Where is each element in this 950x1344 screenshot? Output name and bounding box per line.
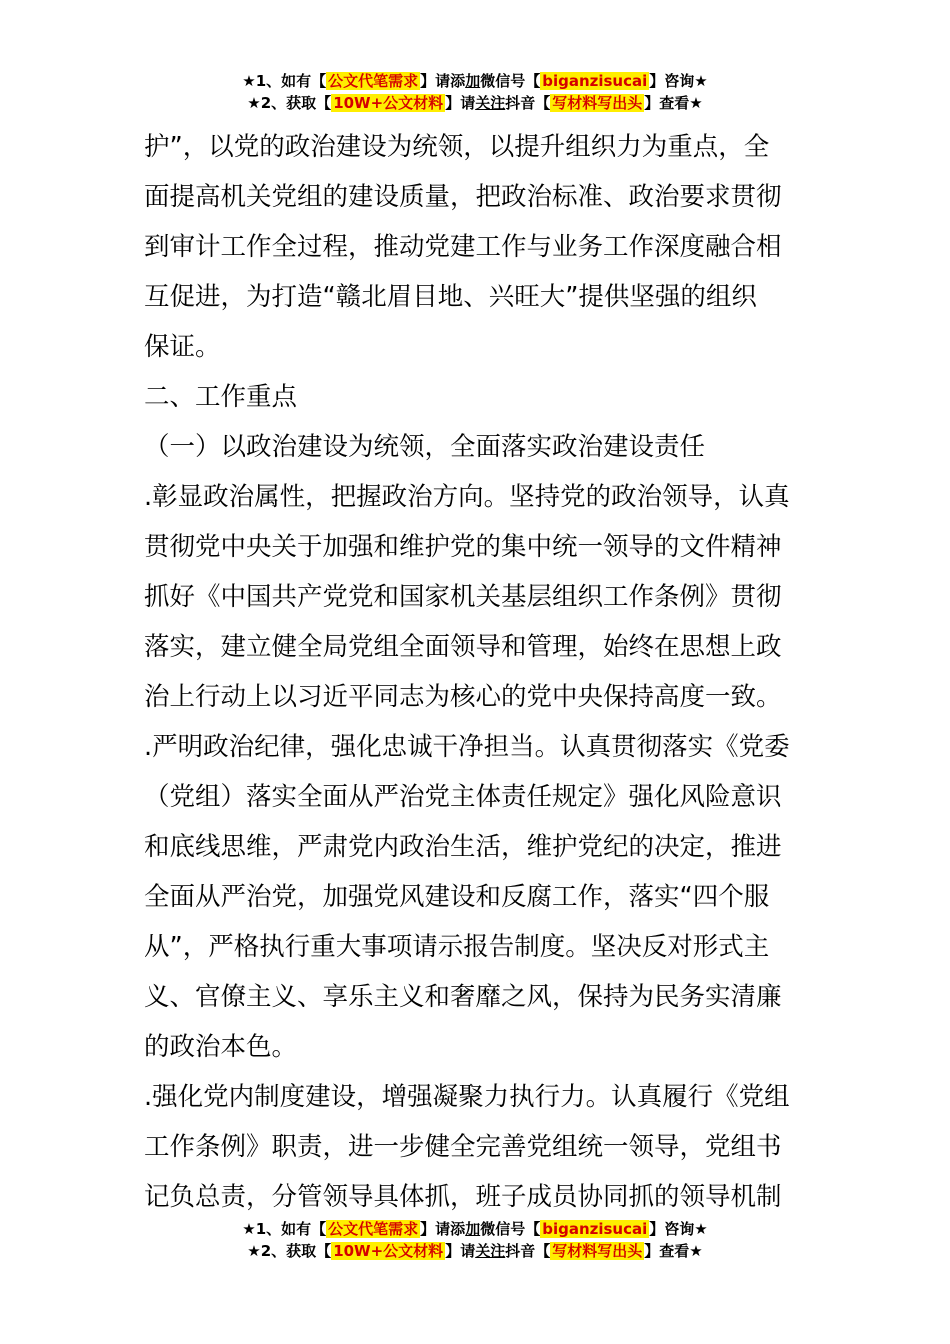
banner-text: 微信号【: [480, 1220, 541, 1238]
body-line: 义、官僚主义、享乐主义和奢靡之风，保持为民务实清廉: [144, 982, 782, 1012]
banner-highlight: 写材料写出头: [552, 1242, 643, 1260]
banner-text: 】咨询★: [649, 72, 708, 90]
banner-underlined-text: 加: [465, 72, 481, 90]
section-heading: 二、工作重点: [144, 382, 298, 412]
body-line: 面提高机关党组的建设质量，把政治标准、政治要求贯彻: [144, 182, 782, 212]
banner-text: 微信号【: [480, 72, 541, 90]
banner-highlight: biganzisucai: [542, 1220, 648, 1238]
body-line: 到审计工作全过程，推动党建工作与业务工作深度融合相: [144, 232, 782, 262]
banner-underlined-text: 关注: [475, 1242, 506, 1260]
banner-line-2: [0, 1240, 950, 1262]
body-line: 治上行动上以习近平同志为核心的党中央保持高度一致。: [144, 682, 782, 712]
banner-highlight: 公文代笔需求: [328, 72, 419, 90]
body-line: 记负总责，分管领导具体抓，班子成员协同抓的领导机制: [144, 1182, 782, 1212]
banner-text: 】请: [445, 94, 476, 112]
banner-line-2: [0, 92, 950, 114]
banner-text: 】请添: [420, 72, 466, 90]
banner-text: ★1、如有【: [242, 1220, 327, 1238]
banner-highlight: 10W+公文材料: [333, 1242, 444, 1260]
banner-text: 抖音【: [505, 94, 551, 112]
banner-text: 】请添: [420, 1220, 466, 1238]
banner-text: 】咨询★: [649, 1220, 708, 1238]
banner-text: 抖音【: [505, 1242, 551, 1260]
body-line: .彰显政治属性，把握政治方向。坚持党的政治领导，认真: [144, 482, 790, 512]
body-line: 落实，建立健全局党组全面领导和管理，始终在思想上政: [144, 632, 782, 662]
body-line: 保证。: [144, 332, 221, 362]
banner-text: ★1、如有【: [242, 72, 327, 90]
banner-highlight: 写材料写出头: [552, 94, 643, 112]
body-line: 的政治本色。: [144, 1032, 298, 1062]
body-line: .严明政治纪律，强化忠诚干净担当。认真贯彻落实《党委: [144, 732, 790, 762]
banner-text: ★2、获取【: [247, 1242, 332, 1260]
subsection-heading: （一）以政治建设为统领，全面落实政治建设责任: [144, 432, 706, 462]
body-line: 抓好《中国共产党党和国家机关基层组织工作条例》贯彻: [144, 582, 782, 612]
banner-text: 】查看★: [644, 94, 703, 112]
footer-banner: [0, 1218, 950, 1262]
header-banner: [0, 70, 950, 114]
banner-highlight: 10W+公文材料: [333, 94, 444, 112]
banner-line-1: [0, 1218, 950, 1240]
banner-text: ★2、获取【: [247, 94, 332, 112]
body-line: 互促进，为打造“赣北眉目地、兴旺大”提供坚强的组织: [144, 282, 757, 312]
body-line: 工作条例》职责，进一步健全完善党组统一领导，党组书: [144, 1132, 782, 1162]
body-line: .强化党内制度建设，增强凝聚力执行力。认真履行《党组: [144, 1082, 790, 1112]
body-line: 全面从严治党，加强党风建设和反腐工作，落实“四个服: [144, 882, 770, 912]
banner-underlined-text: 关注: [475, 94, 506, 112]
banner-text: 】查看★: [644, 1242, 703, 1260]
body-line: 贯彻党中央关于加强和维护党的集中统一领导的文件精神: [144, 532, 782, 562]
banner-text: 】请: [445, 1242, 476, 1260]
body-line: 从”，严格执行重大事项请示报告制度。坚决反对形式主: [144, 932, 770, 962]
body-line: 和底线思维，严肃党内政治生活，维护党纪的决定，推进: [144, 832, 782, 862]
banner-underlined-text: 加: [465, 1220, 481, 1238]
document-body: [144, 122, 814, 1222]
body-line: 护”，以党的政治建设为统领，以提升组织力为重点，全: [144, 132, 770, 162]
banner-line-1: [0, 70, 950, 92]
body-line: （党组）落实全面从严治党主体责任规定》强化风险意识: [144, 782, 782, 812]
banner-highlight: 公文代笔需求: [328, 1220, 419, 1238]
banner-highlight: biganzisucai: [542, 72, 648, 90]
